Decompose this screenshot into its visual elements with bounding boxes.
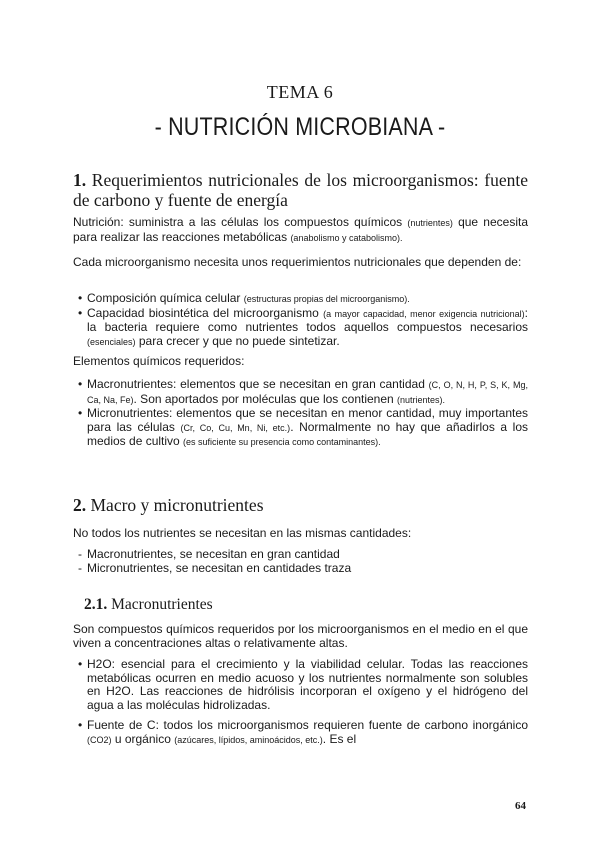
list-item-text: Macronutrientes: elementos que se necesitan en gran cantidad: [87, 377, 429, 391]
nutricion-note-2: (anabolismo y catabolismo).: [290, 233, 403, 243]
list-item-note: (C, O, N, H, P, S, K, Mg, Ca, Na, Fe): [87, 380, 528, 405]
section-2-title: Macro y micronutrientes: [90, 495, 264, 515]
list-item-note: (CO2): [87, 734, 112, 745]
list-item-text: H2O: esencial para el crecimiento y la viabilidad celular. Todas las reacciones metabólicas ocurren en medio acuoso y los nutrientes normalmente son solubles en H2O. Las reacciones de hidrólisis incorporan el oxígeno y el hidrógeno del agua a las moléculas hidrolizadas.: [87, 657, 528, 712]
list-item-text: Macronutrientes, se necesitan en gran cantidad: [87, 547, 340, 561]
section-2-1-heading: [84, 596, 213, 614]
dash-marker: -: [78, 547, 82, 561]
section-2-1-intro: Son compuestos químicos requeridos por los microorganismos en el medio en el que viven a concentraciones altas o relativamente altas.: [73, 622, 528, 650]
nutricion-paragraph: [73, 215, 528, 245]
list-item-text: Fuente de C: todos los microorganismos requieren fuente de carbono inorgánico: [87, 718, 528, 733]
list-item-text-2: . Son aportados por moléculas que los contienen: [133, 391, 398, 406]
list-item: [78, 307, 528, 350]
section-2-heading: [73, 495, 528, 515]
list-item: [78, 658, 528, 712]
bullet-marker: •: [78, 305, 83, 320]
nutricion-note: (nutrientes): [407, 218, 453, 228]
list-item-note: (estructuras propias del microorganismo).: [243, 294, 410, 304]
bullet-marker: •: [78, 377, 83, 391]
list-item: [78, 562, 528, 576]
list-item-text: Micronutrientes: elementos que se necesitan en menor cantidad, muy importantes para las células: [87, 406, 528, 434]
list-item-note: (a mayor capacidad, menor exigencia nutricional): [323, 308, 525, 319]
section-1-heading: [73, 170, 528, 210]
list-item-text: Capacidad biosintética del microorganismo: [87, 305, 324, 320]
list-item-note-2: (es suficiente su presencia como contaminantes).: [183, 437, 381, 448]
list-item-text-3: . Es el: [322, 731, 357, 746]
list-item-text-2: . Normalmente no hay que añadirlos a los medios de cultivo: [87, 419, 529, 449]
list-item: [78, 719, 528, 747]
cada-paragraph: Cada microorganismo necesita unos requerimientos nutricionales que dependen de:: [73, 255, 522, 269]
list-item-note-2: (azúcares, lípidos, aminoácidos, etc.): [174, 734, 323, 745]
list-item: [78, 548, 528, 562]
list-item-note-2: (esenciales): [87, 336, 136, 347]
section-1-title: Requerimientos nutricionales de los microorganismos: fuente de carbono y fuente de energía: [73, 170, 529, 210]
section-2-intro: No todos los nutrientes se necesitan en las mismas cantidades:: [73, 526, 412, 540]
nutricion-text: Nutrición: suministra a las células los compuestos químicos: [73, 215, 403, 229]
list-item-text-3: para crecer y que no puede sintetizar.: [135, 333, 340, 348]
bullet-marker: •: [78, 406, 83, 421]
list-item-note-2: (nutrientes).: [397, 394, 446, 405]
section-1-number: 1.: [73, 170, 87, 190]
nutrients-dash-list: [78, 548, 528, 575]
bullet-marker: •: [78, 291, 83, 305]
macronutrients-list: [78, 658, 528, 748]
elements-list: [78, 378, 528, 450]
list-item: [78, 378, 528, 407]
list-item-text-2: u orgánico: [111, 731, 175, 746]
chapter-title: - NUTRICIÓN MICROBIANA -: [154, 113, 446, 141]
list-item: [78, 292, 528, 307]
nutricion-text-2: que necesita para realizar las reacciones metabólicas: [73, 215, 528, 244]
list-item-note: (Cr, Co, Cu, Mn, Ni, etc.): [180, 422, 291, 433]
dash-marker: -: [78, 560, 82, 575]
elementos-paragraph: Elementos químicos requeridos:: [73, 354, 245, 368]
chapter-label: TEMA 6: [266, 82, 334, 102]
section-2-1-number: 2.1.: [84, 596, 108, 613]
section-2-number: 2.: [73, 495, 87, 515]
list-item-text: Composición química celular: [87, 291, 244, 305]
list-item: [78, 407, 528, 450]
list-item-text: Micronutrientes, se necesitan en cantidades traza: [87, 560, 352, 575]
bullet-marker: •: [78, 657, 83, 671]
requirements-list: [78, 292, 528, 349]
page-number: 64: [515, 800, 526, 812]
list-item-text-2: : la bacteria requiere como nutrientes todos aquellos compuestos necesarios: [87, 305, 528, 335]
bullet-marker: •: [78, 718, 83, 733]
section-2-1-title: Macronutrientes: [111, 596, 213, 613]
